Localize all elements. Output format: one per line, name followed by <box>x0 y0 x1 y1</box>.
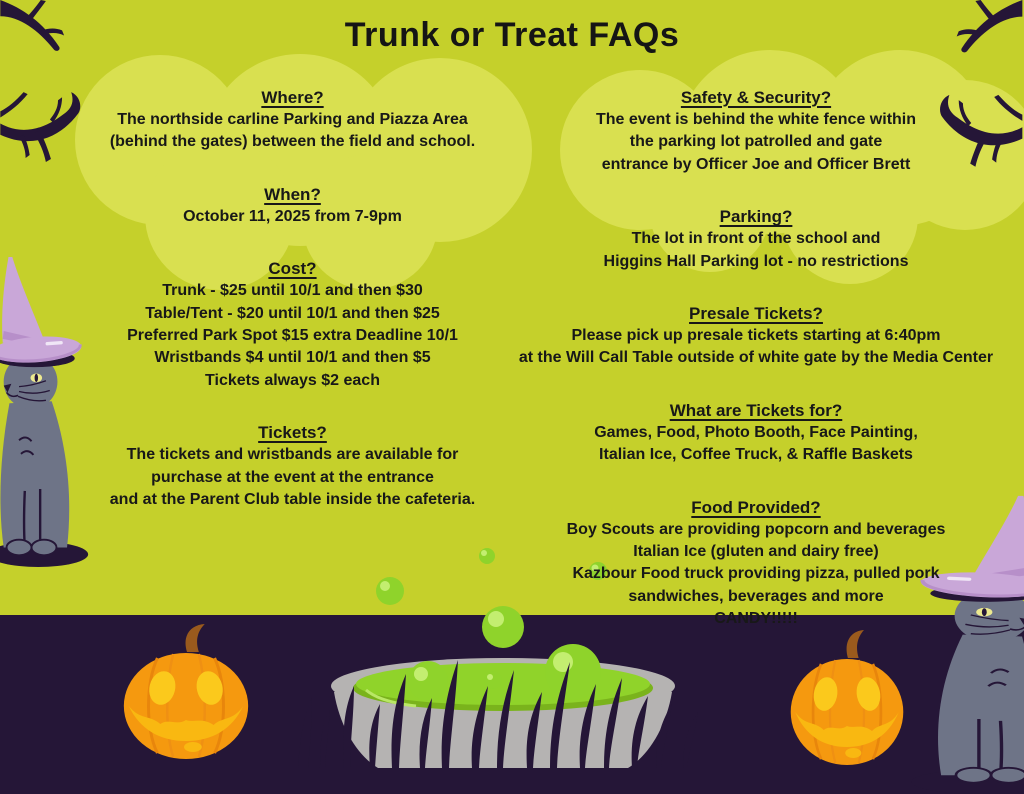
faq-section-line: October 11, 2025 from 7-9pm <box>183 207 402 225</box>
faq-section <box>40 86 545 154</box>
faq-section-heading: Presale Tickets? <box>689 304 823 324</box>
faq-section-line: (behind the gates) between the field and school. <box>109 133 476 151</box>
faq-section-line: Italian Ice, Coffee Truck, & Raffle Baskets <box>599 446 913 464</box>
faq-section-line: Kazbour Food truck providing pizza, pulled pork <box>572 565 940 583</box>
faq-section-heading: Where? <box>261 88 324 107</box>
faq-column-left <box>40 86 545 540</box>
faq-section-heading: What are Tickets for? <box>669 400 843 420</box>
grass-icon <box>292 652 712 768</box>
faq-section-line: the parking lot patrolled and gate <box>629 133 883 151</box>
faq-section-line: sandwiches, beverages and more <box>628 587 884 605</box>
faq-section <box>500 86 1012 176</box>
jack-o-lantern-icon <box>112 622 260 762</box>
faq-section-line: Games, Food, Photo Booth, Face Painting, <box>594 423 918 441</box>
faq-section-line: Wristbands $4 until 10/1 and then $5 <box>154 349 431 367</box>
faq-section-line: entrance by Officer Joe and Officer Brett <box>601 155 911 173</box>
faq-section-heading: Parking? <box>719 207 793 227</box>
faq-section-line: purchase at the event at the entrance <box>151 468 434 486</box>
faq-section-heading: Food Provided? <box>691 497 821 517</box>
faq-section-line: and at the Parent Club table inside the cafeteria. <box>109 491 476 509</box>
faq-section-line: Tickets always $2 each <box>205 371 380 389</box>
faq-section-line: CANDY!!!!! <box>714 610 798 628</box>
faq-section-heading: Tickets? <box>258 423 327 443</box>
faq-section <box>500 399 1012 467</box>
faq-section-heading: Cost? <box>268 259 317 279</box>
faq-section-heading: Safety & Security? <box>680 88 832 107</box>
faq-section-line: Boy Scouts are providing popcorn and beverages <box>566 520 946 538</box>
faq-section <box>40 421 545 511</box>
faq-section-line: Trunk - $25 until 10/1 and then $30 <box>162 282 423 300</box>
faq-section-line: The lot in front of the school and <box>631 230 881 248</box>
faq-section-line: Table/Tent - $20 until 10/1 and then $25 <box>145 304 440 322</box>
faq-section-line: The northside carline Parking and Piazza Area <box>117 111 468 128</box>
faq-section-line: The tickets and wristbands are available for <box>126 446 459 464</box>
faq-section-line: Please pick up presale tickets starting at 6:40pm <box>571 327 941 345</box>
faq-section <box>500 496 1012 631</box>
faq-section-line: Higgins Hall Parking lot - no restrictions <box>603 252 909 270</box>
faq-section-heading: When? <box>264 184 321 204</box>
faq-column-right <box>500 86 1012 660</box>
faq-section <box>500 302 1012 370</box>
faq-section-line: Italian Ice (gluten and dairy free) <box>633 543 879 561</box>
faq-section-line: at the Will Call Table outside of white gate by the Media Center <box>518 349 994 367</box>
faq-section-line: The event is behind the white fence within <box>595 111 917 128</box>
faq-section-line: Preferred Park Spot $15 extra Deadline 10/1 <box>127 327 458 345</box>
page-title: Trunk or Treat FAQs <box>344 16 680 54</box>
faq-section <box>40 183 545 228</box>
faq-section <box>500 205 1012 273</box>
faq-section <box>40 257 545 392</box>
